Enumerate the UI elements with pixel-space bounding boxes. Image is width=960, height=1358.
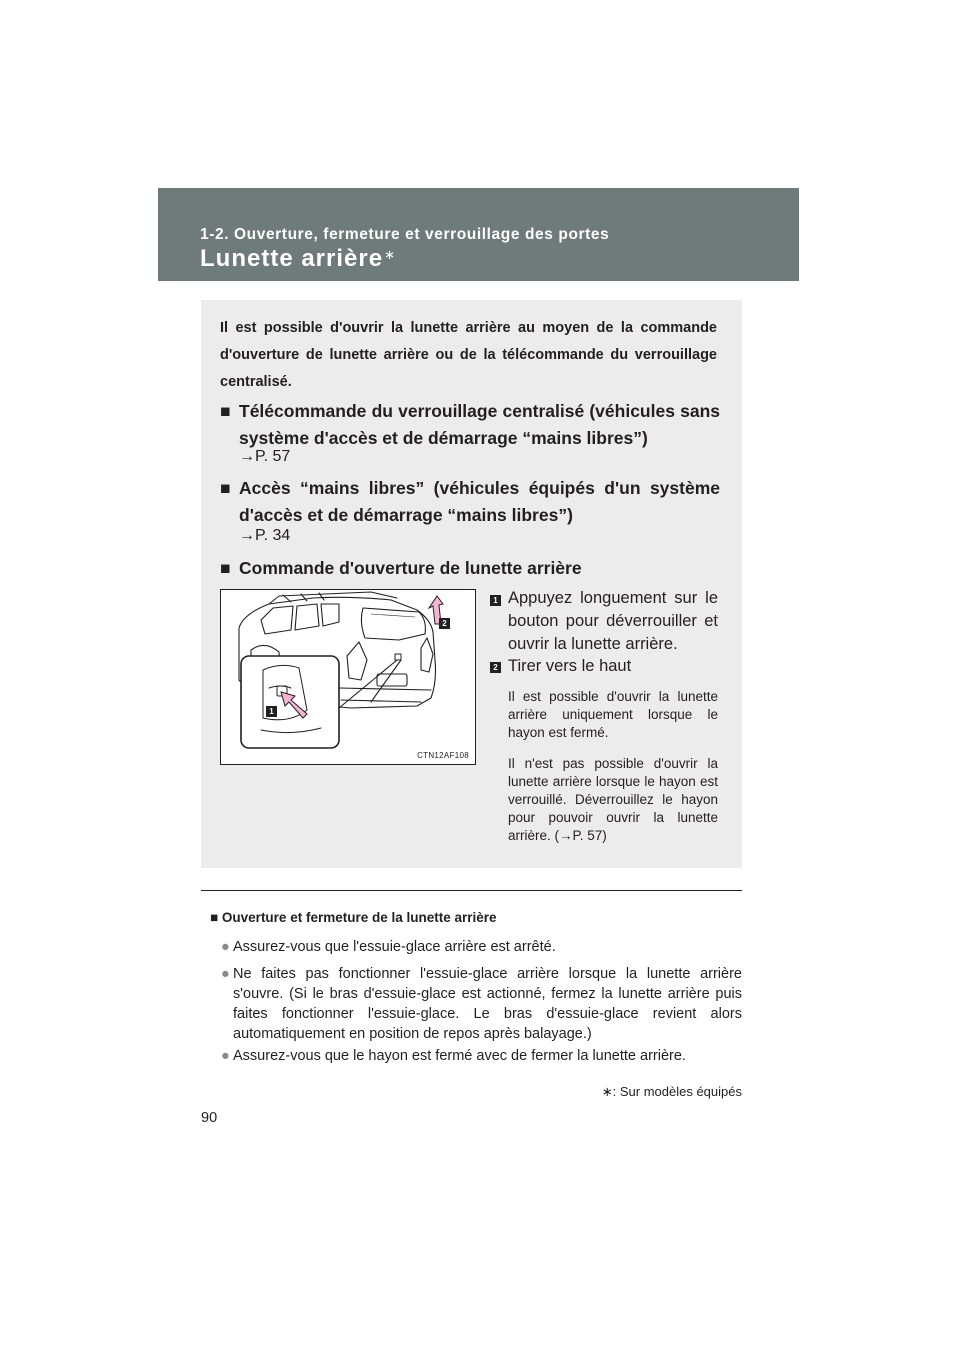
square-bullet-icon: ■ [220, 401, 231, 421]
rear-window-diagram [221, 590, 475, 764]
heading-switch [220, 555, 720, 582]
square-bullet-icon: ■ [220, 478, 231, 498]
square-bullet-icon: ■ [210, 910, 219, 925]
page-title [200, 245, 396, 273]
heading-remote-text: Télécommande du verrouillage centralisé (véhicules sans système d'accès et de démarrage “mains libres”) [239, 401, 720, 448]
list-item [221, 1046, 742, 1066]
step-1-badge: 1 [490, 595, 501, 606]
notes-heading-text: Ouverture et fermeture de la lunette arrière [221, 910, 497, 925]
circle-bullet-icon: ● [221, 1048, 230, 1064]
intro-paragraph: Il est possible d'ouvrir la lunette arrière au moyen de la commande d'ouverture de lunette arrière ou de la télécommande du verrouillage centralisé. [220, 320, 717, 390]
note-paragraph: Il n'est pas possible d'ouvrir la lunette arrière lorsque le hayon est verrouillé. Déverrouillez le hayon pour pouvoir ouvrir la lunette arrière. (→P. 57) [508, 756, 718, 843]
circle-bullet-icon: ● [221, 966, 230, 982]
step-2-badge: 2 [490, 662, 501, 673]
note-paragraph: Il est possible d'ouvrir la lunette arrière uniquement lorsque le hayon est fermé. [508, 689, 718, 740]
step-2-text: Tirer vers le haut [508, 657, 632, 675]
page-number: 90 [201, 1110, 218, 1126]
notes-heading [210, 910, 497, 925]
square-bullet-icon: ■ [220, 558, 231, 578]
circle-bullet-icon: ● [221, 939, 230, 955]
page-ref-link[interactable]: →P. 57 [239, 448, 291, 465]
list-item-text: Ne faites pas fonctionner l'essuie-glace arrière lorsque la lunette arrière s'ouvre. (Si le bras d'essuie-glace est actionné, fermez la lunette arrière puis faites fonctionner l'essuie-glace. Le bras d'essuie-glace revient alors automatiquement en position de repos après balayage.) [233, 966, 742, 1042]
info-box [201, 300, 742, 868]
list-item [221, 937, 742, 957]
heading-smart-access-text: Accès “mains libres” (véhicules équipés d'un système d'accès et de démarrage “mains libres”) [239, 478, 720, 525]
heading-smart-access [220, 475, 720, 529]
heading-remote [220, 398, 720, 452]
section-header-band [158, 188, 799, 281]
callout-1-badge: 1 [266, 706, 277, 717]
section-label: 1-2. Ouverture, fermeture et verrouillage des portes [200, 226, 610, 243]
step-1-text: Appuyez longuement sur le bouton pour déverrouiller et ouvrir la lunette arrière. [508, 589, 718, 653]
page-title-text: Lunette arrière [200, 245, 384, 272]
list-item [221, 964, 742, 1044]
heading-switch-text: Commande d'ouverture de lunette arrière [239, 558, 582, 578]
list-item-text: Assurez-vous que l'essuie-glace arrière est arrêté. [233, 939, 556, 955]
vehicle-illustration [220, 589, 476, 765]
equipment-footnote: ∗: Sur modèles équipés [601, 1084, 742, 1099]
equipment-mark: ∗ [384, 247, 396, 262]
divider [201, 890, 742, 891]
page-ref-link[interactable]: →P. 34 [239, 527, 291, 544]
list-item-text: Assurez-vous que le hayon est fermé avec de fermer la lunette arrière. [233, 1048, 686, 1064]
figure-caption: CTN12AF108 [417, 751, 469, 760]
callout-2-badge: 2 [439, 618, 450, 629]
